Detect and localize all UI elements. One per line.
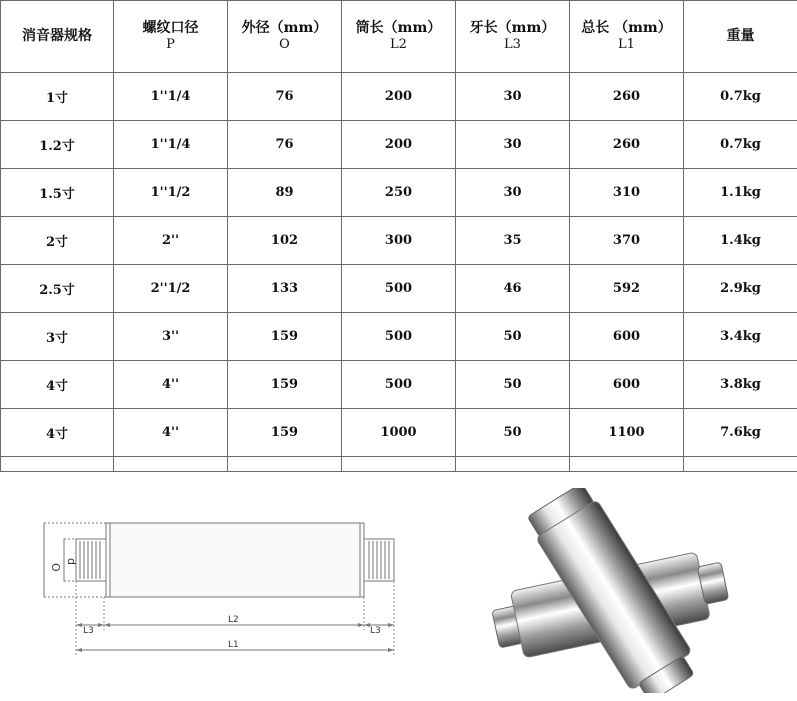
cell-total-length: 600	[570, 361, 684, 409]
cell-thread-length: 30	[456, 169, 570, 217]
cell-barrel-length: 500	[342, 361, 456, 409]
cell-outer-diameter: 159	[228, 409, 342, 457]
cell-total-length: 260	[570, 121, 684, 169]
cell-weight: 0.7kg	[684, 73, 797, 121]
cell-weight: 3.4kg	[684, 313, 797, 361]
table-row	[1, 169, 797, 217]
header-thread-size: 螺纹口径 P	[114, 1, 228, 73]
cell-weight: 1.1kg	[684, 169, 797, 217]
header-total-length: 总长 （mm） L1	[570, 1, 684, 73]
cell-thread-size: 3''	[114, 313, 228, 361]
cell-thread-length: 30	[456, 121, 570, 169]
cell-thread-size: 2''1/2	[114, 265, 228, 313]
cell-spec: 2.5寸	[1, 265, 114, 313]
cell-weight: 1.4kg	[684, 217, 797, 265]
cell-outer-diameter: 89	[228, 169, 342, 217]
table-row	[1, 313, 797, 361]
cell-thread-length: 50	[456, 361, 570, 409]
table-header-row	[1, 1, 797, 73]
label-l1: L1	[228, 640, 239, 650]
cell-weight: 3.8kg	[684, 361, 797, 409]
header-thread-length: 牙长（mm） L3	[456, 1, 570, 73]
cell-weight: 0.7kg	[684, 121, 797, 169]
label-l3-left: L3	[83, 626, 94, 636]
cell-barrel-length: 1000	[342, 409, 456, 457]
label-o: O	[49, 563, 62, 572]
cell-outer-diameter: 102	[228, 217, 342, 265]
cell-thread-length: 30	[456, 73, 570, 121]
cell-thread-length: 46	[456, 265, 570, 313]
header-spec: 消音器规格	[1, 1, 114, 73]
cell-barrel-length: 200	[342, 73, 456, 121]
cell-outer-diameter: 133	[228, 265, 342, 313]
cell-weight: 2.9kg	[684, 265, 797, 313]
muffler-product-photo	[485, 488, 745, 693]
cell-thread-size: 1''1/2	[114, 169, 228, 217]
cell-spec: 3寸	[1, 313, 114, 361]
table-row	[1, 73, 797, 121]
cell-outer-diameter: 159	[228, 313, 342, 361]
table-row	[1, 121, 797, 169]
cell-total-length: 310	[570, 169, 684, 217]
header-weight: 重量	[684, 1, 797, 73]
muffler-dimension-drawing	[30, 505, 405, 685]
cell-spec: 2寸	[1, 217, 114, 265]
cell-thread-size: 2''	[114, 217, 228, 265]
cell-spec: 1寸	[1, 73, 114, 121]
cell-barrel-length: 300	[342, 217, 456, 265]
cell-spec: 4寸	[1, 361, 114, 409]
cell-weight: 7.6kg	[684, 409, 797, 457]
table-row	[1, 265, 797, 313]
table-row	[1, 409, 797, 457]
cell-thread-size: 1''1/4	[114, 73, 228, 121]
header-barrel-length: 筒长（mm） L2	[342, 1, 456, 73]
cell-barrel-length: 200	[342, 121, 456, 169]
cell-total-length: 600	[570, 313, 684, 361]
header-outer-diameter: 外径（mm） O	[228, 1, 342, 73]
cell-barrel-length: 500	[342, 313, 456, 361]
cell-barrel-length: 250	[342, 169, 456, 217]
table-row	[1, 217, 797, 265]
cell-total-length: 1100	[570, 409, 684, 457]
muffler-body	[106, 523, 364, 597]
label-l3-right: L3	[370, 626, 381, 636]
cell-thread-length: 35	[456, 217, 570, 265]
cell-barrel-length: 500	[342, 265, 456, 313]
cell-outer-diameter: 159	[228, 361, 342, 409]
label-d: d	[65, 558, 78, 565]
label-l2: L2	[228, 615, 239, 625]
table-row	[1, 361, 797, 409]
cell-spec: 1.5寸	[1, 169, 114, 217]
cell-spec: 4寸	[1, 409, 114, 457]
cell-outer-diameter: 76	[228, 121, 342, 169]
cell-thread-size: 4''	[114, 409, 228, 457]
cell-thread-size: 4''	[114, 361, 228, 409]
cell-total-length: 370	[570, 217, 684, 265]
cell-thread-size: 1''1/4	[114, 121, 228, 169]
table-spacer-row	[1, 457, 797, 472]
cell-spec: 1.2寸	[1, 121, 114, 169]
cell-outer-diameter: 76	[228, 73, 342, 121]
cell-thread-length: 50	[456, 313, 570, 361]
cell-total-length: 260	[570, 73, 684, 121]
cell-thread-length: 50	[456, 409, 570, 457]
cell-total-length: 592	[570, 265, 684, 313]
